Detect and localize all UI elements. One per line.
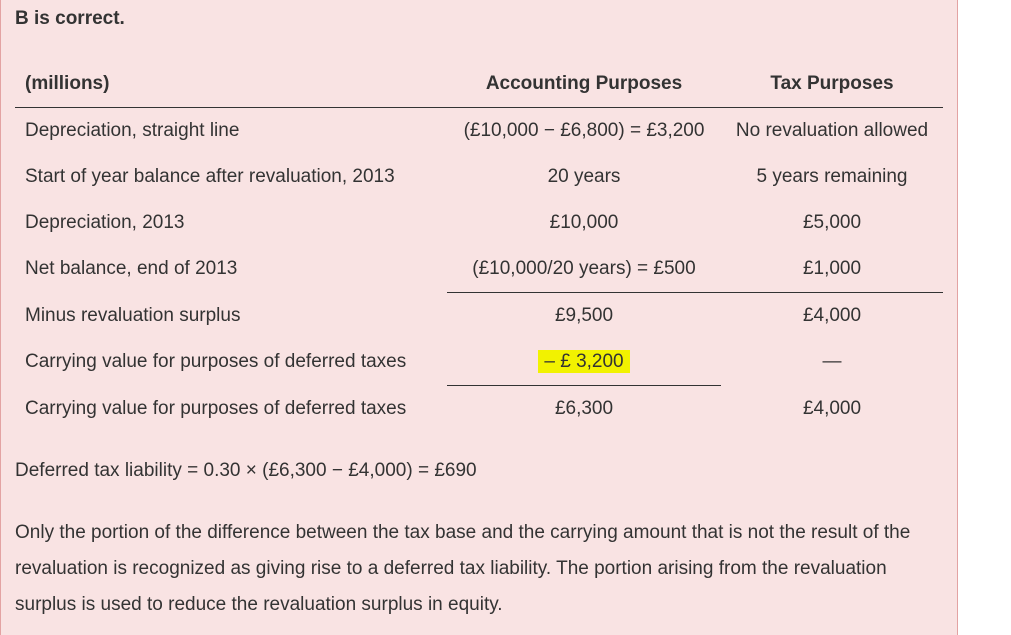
tax-cell: 5 years remaining (756, 166, 908, 187)
accounting-cell: 20 years (547, 166, 621, 187)
column-header-millions: (millions) (15, 60, 447, 108)
accounting-cell: (£10,000/20 years) = £500 (447, 246, 721, 293)
highlighted-value: – £ 3,200 (538, 350, 629, 373)
tax-cell: £1,000 (721, 246, 943, 293)
explanation-table (15, 60, 943, 432)
table-row (15, 386, 943, 433)
row-label: Start of year balance after revaluation, 2013 (25, 166, 395, 187)
table-row (15, 200, 943, 246)
table-header-row (15, 60, 943, 108)
row-label: Depreciation, straight line (25, 120, 240, 141)
row-label: Net balance, end of 2013 (25, 258, 238, 280)
tax-cell: £4,000 (802, 305, 862, 326)
row-label: Carrying value for purposes of deferred taxes (25, 351, 407, 373)
row-label: Depreciation, 2013 (25, 212, 185, 233)
tax-cell: No revaluation allowed (735, 120, 929, 141)
table-row (15, 293, 943, 340)
tax-cell: £4,000 (802, 397, 862, 419)
tax-cell: £5,000 (802, 212, 862, 233)
accounting-cell: £10,000 (549, 212, 619, 233)
row-label: Minus revaluation surplus (25, 304, 241, 326)
column-header-tax: Tax Purposes (721, 60, 943, 108)
answer-verdict: B is correct. (15, 8, 125, 29)
table-row (15, 154, 943, 200)
table-row (15, 339, 943, 386)
column-header-accounting: Accounting Purposes (447, 60, 721, 108)
tax-cell: — (822, 351, 842, 373)
table-row (15, 108, 943, 155)
table-row (15, 246, 943, 293)
accounting-cell: (£10,000 − £6,800) = £3,200 (463, 120, 705, 141)
row-label: Carrying value for purposes of deferred taxes (25, 397, 407, 419)
accounting-cell (447, 339, 721, 386)
accounting-cell: £6,300 (554, 398, 614, 419)
deferred-tax-liability-text: Deferred tax liability = 0.30 × (£6,300 − £4,000) = £690 (15, 460, 477, 481)
accounting-cell: £9,500 (554, 305, 614, 326)
explanation-paragraph: Only the portion of the difference between the tax base and the carrying amount that is not the result of the revaluation is recognized as giving rise to a deferred tax liability. The portion arising from the revaluation surplus is used to reduce the revaluation surplus in equity. (15, 522, 911, 615)
